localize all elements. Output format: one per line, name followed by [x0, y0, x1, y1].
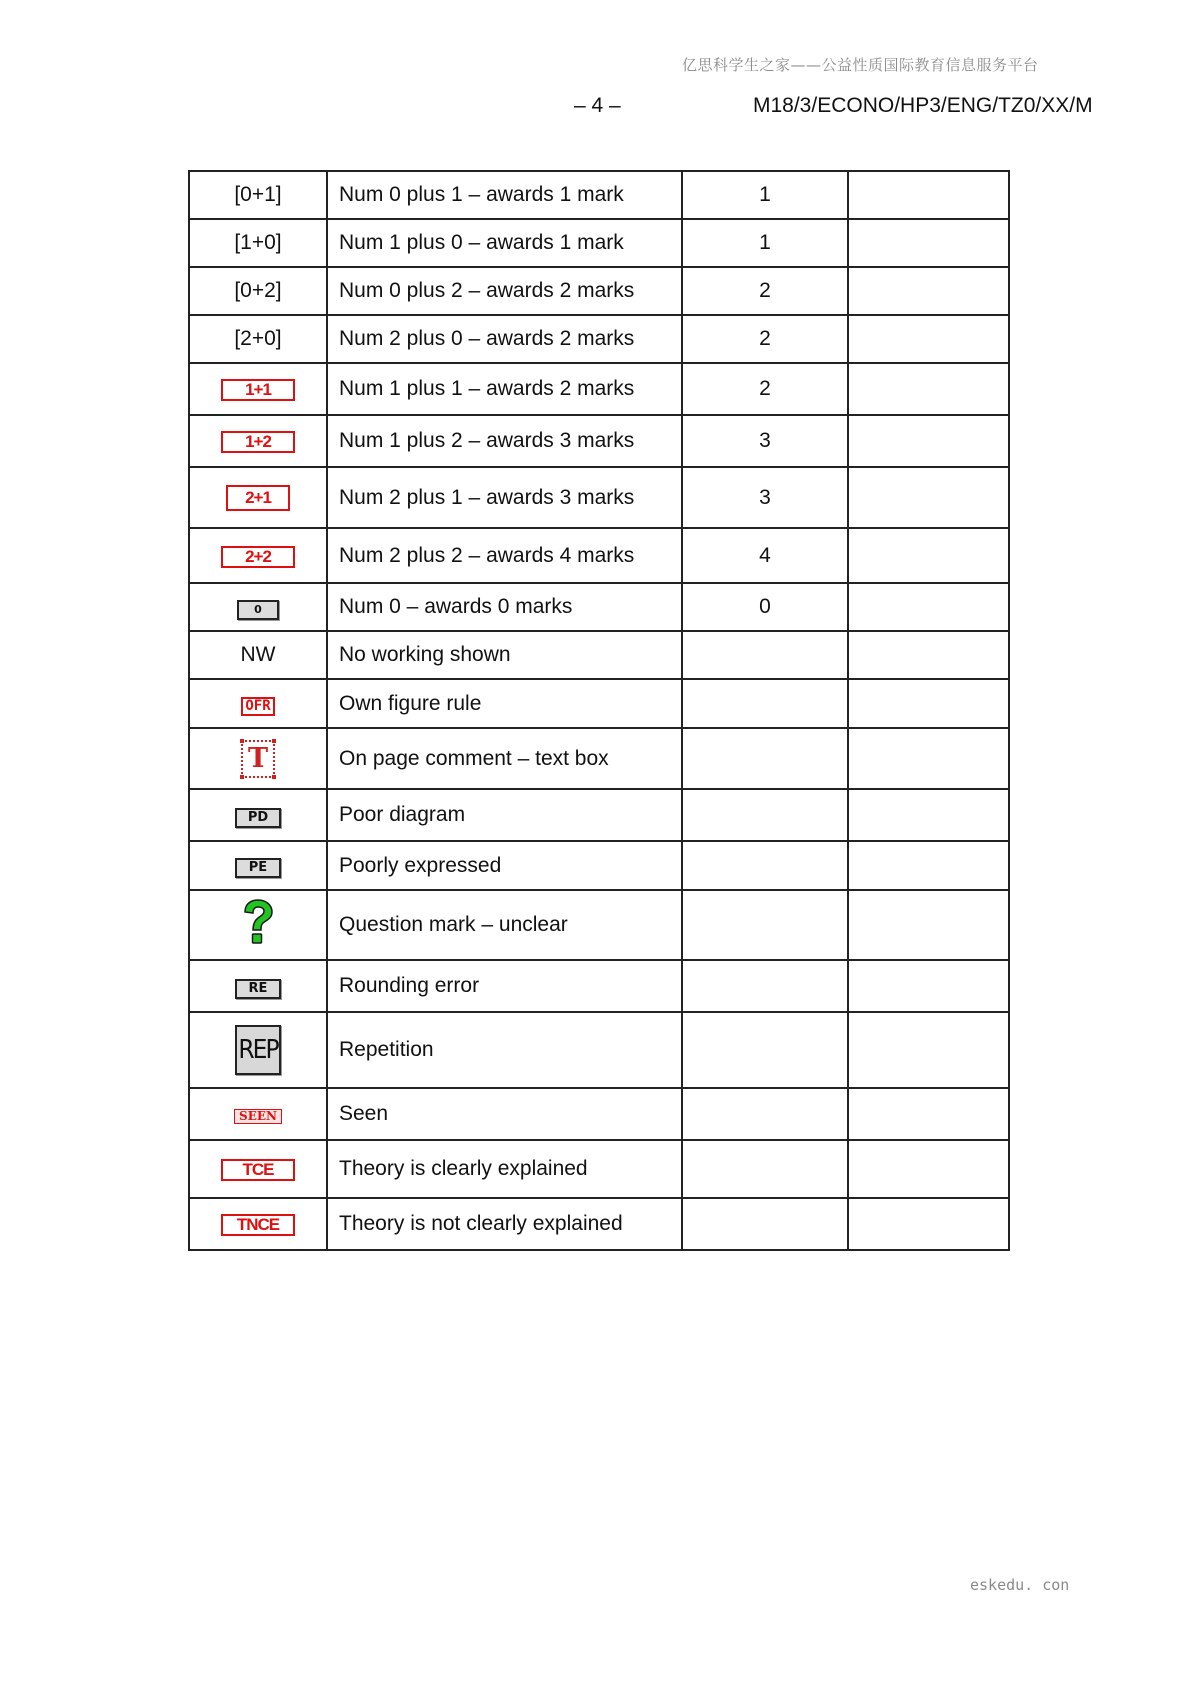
table-row: [189, 1012, 1009, 1088]
table-row: [189, 219, 1009, 267]
table-row: [189, 631, 1009, 679]
annotation-icon-cell: [189, 1088, 327, 1140]
stamp-2-plus-2-icon: 2+2: [221, 546, 295, 568]
table-row: [189, 315, 1009, 363]
table-row: [189, 415, 1009, 467]
annotation-icon-cell: [189, 1198, 327, 1250]
blank-cell: [848, 631, 1009, 679]
document-code: M18/3/ECONO/HP3/ENG/TZ0/XX/M: [753, 94, 1093, 117]
annotation-code: [1+0]: [189, 219, 327, 267]
annotation-description: Own figure rule: [327, 679, 682, 728]
annotation-description: Num 0 plus 2 – awards 2 marks: [327, 267, 682, 315]
annotation-icon-cell: [189, 841, 327, 890]
table-row: [189, 363, 1009, 415]
text-box-icon-letter: T: [247, 742, 269, 774]
header-watermark: 亿思科学生之家——公益性质国际教育信息服务平台: [682, 56, 1039, 74]
text-box-icon: [241, 740, 275, 778]
annotation-description: Num 0 – awards 0 marks: [327, 583, 682, 631]
annotation-code: [2+0]: [189, 315, 327, 363]
stamp-2-plus-1-icon: 2+1: [226, 485, 290, 511]
blank-cell: [848, 728, 1009, 789]
table-row: [189, 171, 1009, 219]
annotation-description: Num 2 plus 2 – awards 4 marks: [327, 528, 682, 583]
annotation-description: No working shown: [327, 631, 682, 679]
table-row: [189, 789, 1009, 841]
annotation-marks: [682, 890, 848, 960]
blank-cell: [848, 1012, 1009, 1088]
blank-cell: [848, 171, 1009, 219]
annotation-icon-cell: [189, 728, 327, 789]
tnce-stamp-icon: TNCE: [221, 1214, 295, 1236]
annotation-marks: [682, 1088, 848, 1140]
annotation-icon-cell: [189, 789, 327, 841]
annotation-description: Num 2 plus 0 – awards 2 marks: [327, 315, 682, 363]
re-stamp-icon: RE: [235, 979, 281, 999]
table-row: [189, 1198, 1009, 1250]
stamp-1-plus-1-icon: 1+1: [221, 379, 295, 401]
blank-cell: [848, 467, 1009, 528]
annotation-description: Num 1 plus 0 – awards 1 mark: [327, 219, 682, 267]
annotation-code: NW: [189, 631, 327, 679]
rep-stamp-icon: REP: [235, 1025, 281, 1075]
table-row: [189, 728, 1009, 789]
annotation-icon-cell: [189, 1140, 327, 1198]
blank-cell: [848, 363, 1009, 415]
tce-stamp-icon: TCE: [221, 1159, 295, 1181]
annotation-icon-cell: [189, 415, 327, 467]
question-mark-icon: [240, 898, 276, 946]
table-row: [189, 841, 1009, 890]
table-row: [189, 960, 1009, 1012]
blank-cell: [848, 528, 1009, 583]
annotation-marks: 3: [682, 415, 848, 467]
annotation-icon-cell: [189, 583, 327, 631]
annotation-marks: 2: [682, 267, 848, 315]
pd-stamp-icon: PD: [235, 808, 281, 828]
annotation-description: Num 0 plus 1 – awards 1 mark: [327, 171, 682, 219]
annotation-marks: 2: [682, 315, 848, 363]
blank-cell: [848, 1088, 1009, 1140]
annotation-icon-cell: [189, 467, 327, 528]
annotation-code: [0+1]: [189, 171, 327, 219]
blank-cell: [848, 219, 1009, 267]
annotation-icon-cell: [189, 1012, 327, 1088]
stamp-1-plus-2-icon: 1+2: [221, 431, 295, 453]
table-row: [189, 267, 1009, 315]
annotation-marks: 1: [682, 219, 848, 267]
annotation-description: Num 2 plus 1 – awards 3 marks: [327, 467, 682, 528]
annotation-description: Question mark – unclear: [327, 890, 682, 960]
table-row: [189, 583, 1009, 631]
annotation-marks: [682, 1198, 848, 1250]
pe-stamp-icon: PE: [235, 858, 281, 878]
annotation-description: On page comment – text box: [327, 728, 682, 789]
blank-cell: [848, 415, 1009, 467]
blank-cell: [848, 841, 1009, 890]
table-row: [189, 679, 1009, 728]
footer-watermark: eskedu. con: [970, 1576, 1070, 1594]
annotation-marks: 2: [682, 363, 848, 415]
annotation-icon-cell: [189, 890, 327, 960]
seen-stamp-icon: SEEN: [234, 1109, 282, 1124]
annotation-icon-cell: [189, 679, 327, 728]
annotation-description: Theory is not clearly explained: [327, 1198, 682, 1250]
annotation-icon-cell: [189, 528, 327, 583]
annotation-description: Theory is clearly explained: [327, 1140, 682, 1198]
blank-cell: [848, 679, 1009, 728]
blank-cell: [848, 789, 1009, 841]
blank-cell: [848, 1198, 1009, 1250]
annotation-icon-cell: [189, 363, 327, 415]
table-row: [189, 890, 1009, 960]
annotation-code: [0+2]: [189, 267, 327, 315]
annotation-marks: 1: [682, 171, 848, 219]
blank-cell: [848, 960, 1009, 1012]
blank-cell: [848, 315, 1009, 363]
blank-cell: [848, 1140, 1009, 1198]
annotation-marks: [682, 789, 848, 841]
ofr-stamp-icon: OFR: [241, 697, 274, 716]
annotation-marks: 0: [682, 583, 848, 631]
table-row: [189, 528, 1009, 583]
annotation-marks: [682, 841, 848, 890]
annotation-description: Rounding error: [327, 960, 682, 1012]
annotation-marks: 3: [682, 467, 848, 528]
annotation-marks: [682, 631, 848, 679]
table-row: [189, 467, 1009, 528]
blank-cell: [848, 267, 1009, 315]
table-row: [189, 1140, 1009, 1198]
blank-cell: [848, 583, 1009, 631]
page-number: – 4 –: [574, 94, 621, 117]
annotation-description: Poor diagram: [327, 789, 682, 841]
annotation-marks: [682, 1140, 848, 1198]
annotation-marks: [682, 1012, 848, 1088]
annotation-icon-cell: [189, 960, 327, 1012]
annotation-marks: 4: [682, 528, 848, 583]
annotation-description: Seen: [327, 1088, 682, 1140]
annotation-description: Num 1 plus 1 – awards 2 marks: [327, 363, 682, 415]
annotation-description: Poorly expressed: [327, 841, 682, 890]
annotation-table: [188, 170, 1010, 1251]
annotation-marks: [682, 960, 848, 1012]
annotation-marks: [682, 679, 848, 728]
annotation-marks: [682, 728, 848, 789]
blank-cell: [848, 890, 1009, 960]
annotation-description: Num 1 plus 2 – awards 3 marks: [327, 415, 682, 467]
annotation-description: Repetition: [327, 1012, 682, 1088]
stamp-zero-icon: 0: [237, 600, 279, 620]
table-row: [189, 1088, 1009, 1140]
